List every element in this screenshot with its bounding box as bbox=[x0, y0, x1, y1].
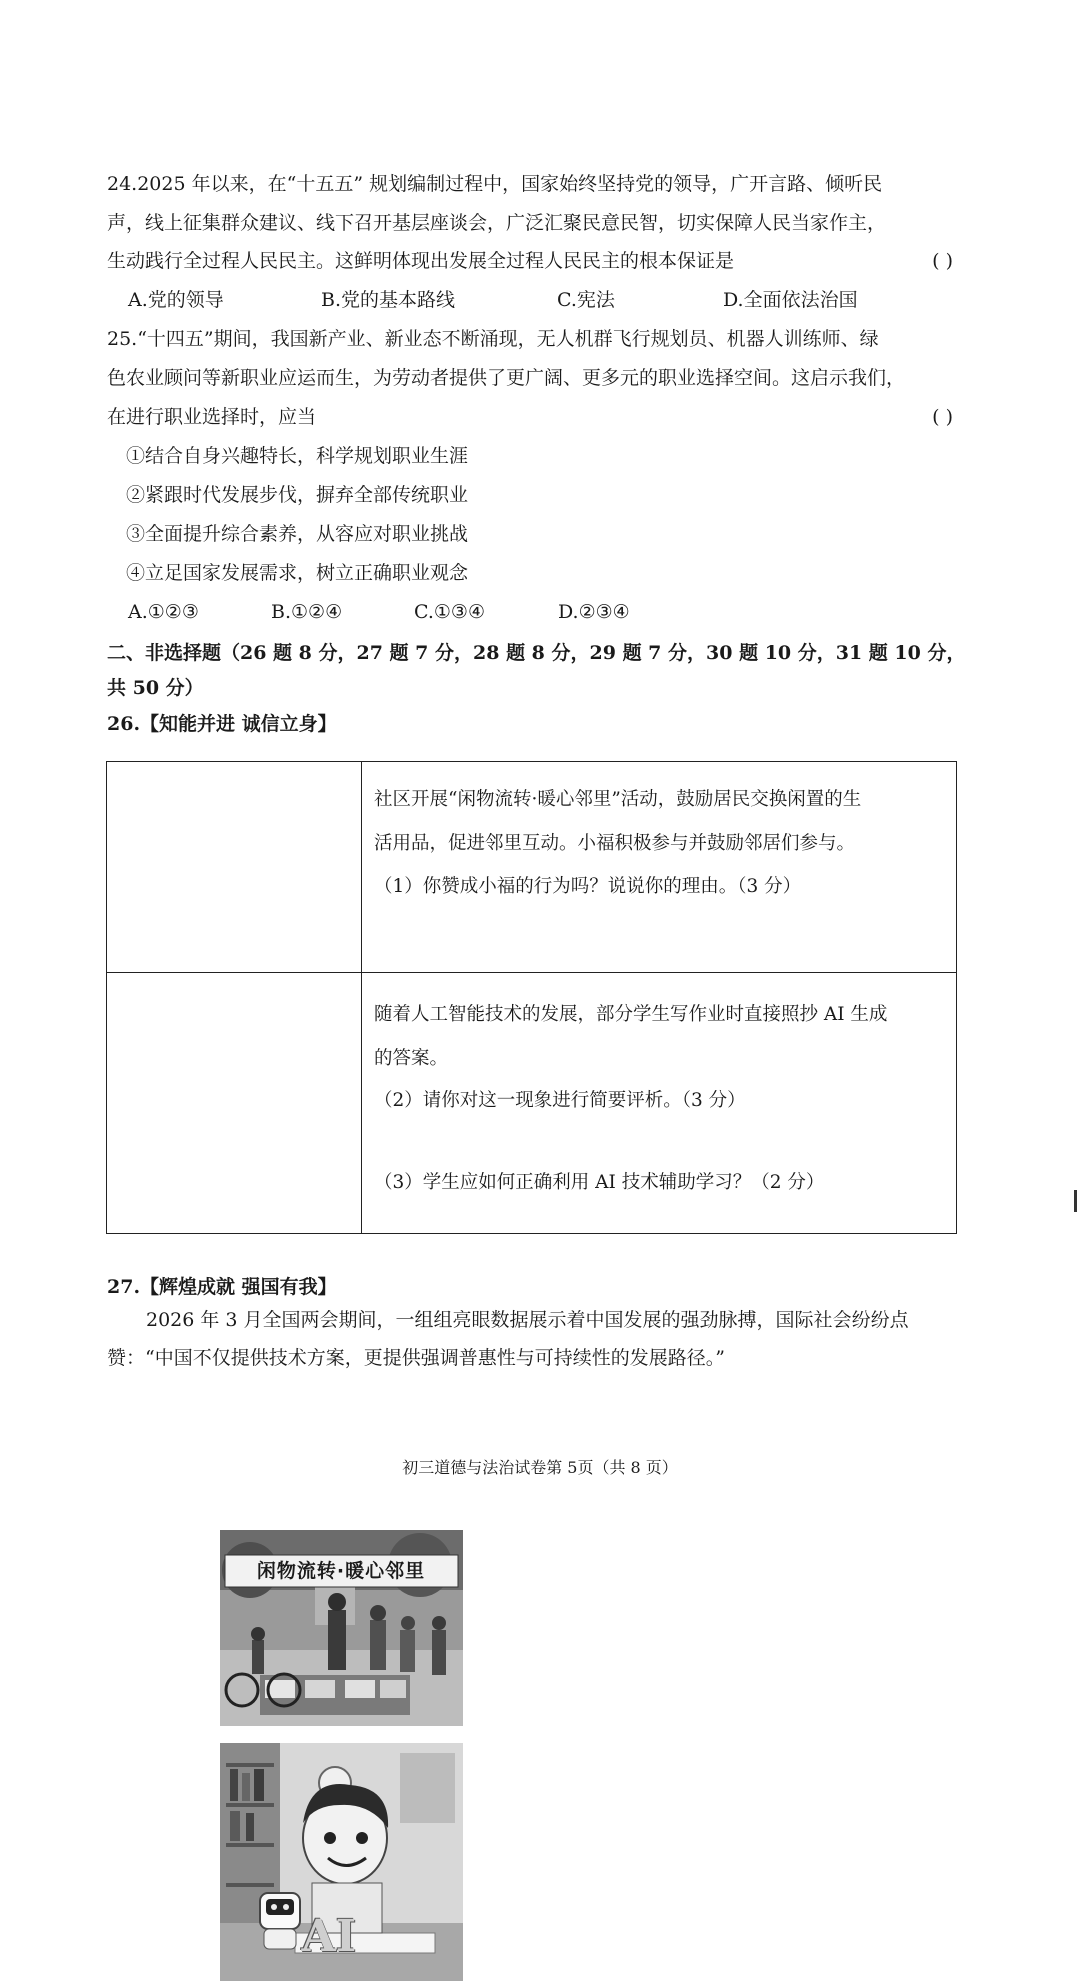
q25-options bbox=[128, 600, 974, 624]
q26-row2-text-1: 随着人工智能技术的发展，部分学生写作业时直接照抄 AI 生成 bbox=[374, 1004, 888, 1025]
q25-statement-2: ②紧跟时代发展步伐，摒弃全部传统职业 bbox=[126, 484, 469, 506]
q26-title: 26.【知能并进 诚信立身】 bbox=[107, 713, 337, 735]
q24-line-3 bbox=[107, 249, 953, 273]
q24-options bbox=[128, 288, 974, 312]
q25-option-b: B.①②④ bbox=[271, 601, 343, 623]
ai-letters-figure: AI bbox=[301, 1910, 357, 1962]
q24-line-1: 24.2025 年以来，在“十五五” 规划编制过程中，国家始终坚持党的领导，广开言路、倾听民 bbox=[107, 173, 883, 195]
q25-line-3 bbox=[107, 405, 953, 429]
swap-banner-text: 闲物流转·暖心邻里 bbox=[256, 1559, 426, 1582]
q27-line-2: 赞：“中国不仅提供技术方案，更提供强调普惠性与可持续性的发展路径。” bbox=[107, 1347, 725, 1369]
section-2-heading-line-1: 二、非选择题（26 题 8 分，27 题 7 分，28 题 8 分，29 题 7 分，30 题 10 分，31 题 10 分， bbox=[107, 642, 966, 664]
q25-answer-paren: ( ) bbox=[932, 406, 953, 428]
q26-row1-text-1: 社区开展“闲物流转·暖心邻里”活动，鼓励居民交换闲置的生 bbox=[374, 789, 862, 810]
q27-line-1: 2026 年 3 月全国两会期间，一组组亮眼数据展示着中国发展的强劲脉搏，国际社会纷纷点 bbox=[146, 1309, 909, 1331]
q25-line-1: 25.“十四五”期间，我国新产业、新业态不断涌现，无人机群飞行规划员、机器人训练师、绿 bbox=[107, 328, 879, 350]
q25-line-2: 色农业顾问等新职业应运而生，为劳动者提供了更广阔、更多元的职业选择空间。这启示我们， bbox=[107, 367, 906, 389]
q26-row1-text-2: 活用品，促进邻里互动。小福积极参与并鼓励邻居们参与。 bbox=[374, 833, 856, 854]
q24-option-b: B.党的基本路线 bbox=[321, 289, 456, 311]
student-ai-photo bbox=[220, 1743, 463, 1981]
q25-statement-1: ①结合自身兴趣特长，科学规划职业生涯 bbox=[126, 445, 469, 467]
page-footer: 初三道德与法治试卷第 5页（共 8 页） bbox=[402, 1458, 678, 1477]
q24-option-c: C.宪法 bbox=[557, 289, 615, 311]
q24-line-2: 声，线上征集群众建议、线下召开基层座谈会，广泛汇聚民意民智，切实保障人民当家作主， bbox=[107, 212, 887, 234]
q26-text-cell-1 bbox=[362, 762, 957, 973]
q24-answer-paren: ( ) bbox=[932, 250, 953, 272]
q24-option-a: A.党的领导 bbox=[128, 289, 224, 311]
q25-option-c: C.①③④ bbox=[414, 601, 485, 623]
q26-question-2: （2）请你对这一现象进行简要评析。（3 分） bbox=[374, 1090, 746, 1111]
q25-statement-3: ③全面提升综合素养，从容应对职业挑战 bbox=[126, 523, 469, 545]
q26-question-1: （1）你赞成小福的行为吗？说说你的理由。（3 分） bbox=[374, 876, 802, 897]
community-swap-photo bbox=[220, 1530, 463, 1726]
q25-option-a: A.①②③ bbox=[128, 601, 199, 623]
q24-stem-end: 生动践行全过程人民民主。这鲜明体现出发展全过程人民民主的根本保证是 bbox=[107, 250, 735, 272]
q26-row2-text-2: 的答案。 bbox=[374, 1048, 449, 1069]
q25-option-d: D.②③④ bbox=[558, 601, 630, 623]
q25-statement-4: ④立足国家发展需求，树立正确职业观念 bbox=[126, 562, 469, 584]
q24-option-d: D.全面依法治国 bbox=[723, 289, 858, 311]
page-edge-mark bbox=[1074, 1190, 1077, 1212]
q26-text-cell-2 bbox=[362, 973, 957, 1234]
q27-title: 27.【辉煌成就 强国有我】 bbox=[107, 1276, 337, 1298]
section-2-heading-line-2: 共 50 分） bbox=[107, 677, 204, 699]
q26-question-3: （3）学生应如何正确利用 AI 技术辅助学习？（2 分） bbox=[374, 1172, 825, 1193]
q25-stem-end: 在进行职业选择时，应当 bbox=[107, 406, 317, 428]
